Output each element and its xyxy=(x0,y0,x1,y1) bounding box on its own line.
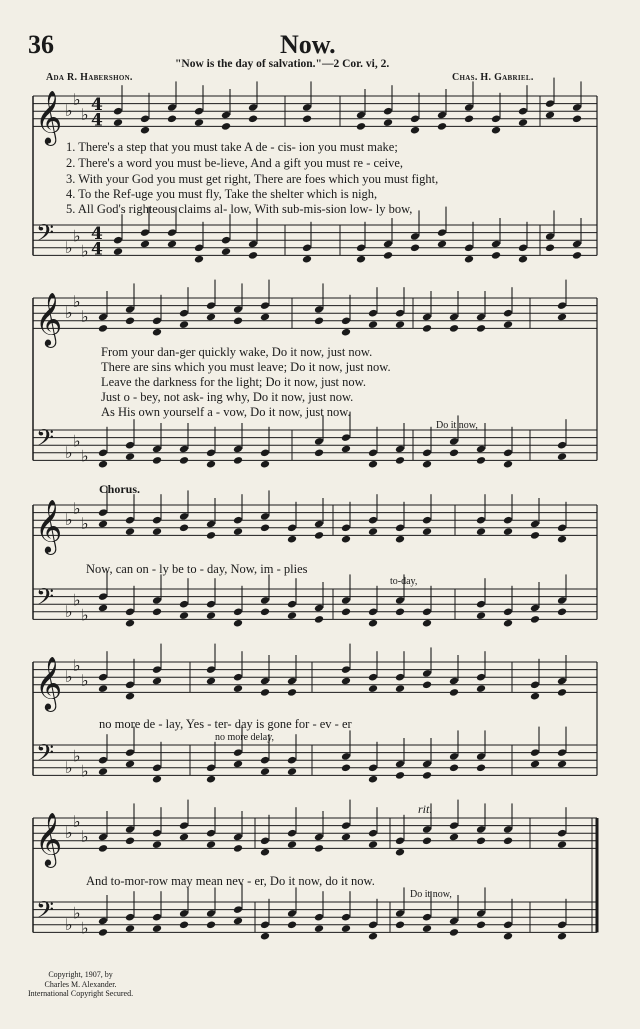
notehead xyxy=(557,452,567,461)
notehead xyxy=(476,611,486,620)
notehead xyxy=(167,114,177,123)
flat-sign-icon: ♭ xyxy=(65,914,73,934)
flat-sign-icon: ♭ xyxy=(81,446,89,466)
notehead xyxy=(152,924,162,933)
notehead xyxy=(167,240,177,249)
notehead xyxy=(260,688,270,697)
echo-text-verse: Do it now, xyxy=(436,420,478,431)
notehead xyxy=(476,324,486,333)
chorus-line-1: Now, can on - ly be to - day, Now, im - plies xyxy=(86,562,308,576)
echo-text-chorus-3: Do it now, xyxy=(410,889,452,900)
notehead xyxy=(530,692,540,701)
flat-sign-icon: ♭ xyxy=(81,761,89,781)
notehead xyxy=(422,324,432,333)
notehead xyxy=(125,452,135,461)
notehead xyxy=(233,456,243,465)
flat-sign-icon: ♭ xyxy=(73,811,81,831)
flat-sign-icon: ♭ xyxy=(81,514,89,533)
notehead xyxy=(410,126,420,135)
treble-clef-icon: 𝄞 xyxy=(35,498,63,553)
notehead xyxy=(530,615,540,624)
verse-3-line-1: 3. With your God you must get right, There are foes which you must fight, xyxy=(66,172,439,186)
notehead xyxy=(368,684,378,693)
flat-sign-icon: ♭ xyxy=(73,226,81,246)
treble-clef-icon: 𝄞 xyxy=(35,89,63,144)
notehead xyxy=(557,535,567,544)
verse-5-line-1: 5. All God's righteous claims al- low, With sub-mis-sion low- ly bow, xyxy=(66,202,413,216)
notehead xyxy=(395,771,405,780)
notehead xyxy=(503,320,513,329)
verse-4-line-1: 4. To the Ref-uge you must fly, Take the shelter which is nigh, xyxy=(66,187,378,201)
notehead xyxy=(476,836,486,845)
notehead xyxy=(125,760,135,769)
flat-sign-icon: ♭ xyxy=(73,655,81,675)
scripture-epigraph: "Now is the day of salvation."—2 Cor. vi, 2. xyxy=(175,58,390,70)
notehead xyxy=(206,677,216,686)
flat-sign-icon: ♭ xyxy=(65,510,73,530)
notehead xyxy=(260,607,270,616)
notehead xyxy=(557,688,567,697)
verse-1-line-1: 1. There's a step that you must take A de - cis- ion you must make; xyxy=(66,140,398,154)
notehead xyxy=(557,313,567,322)
notehead xyxy=(194,255,204,264)
notehead xyxy=(491,126,501,135)
bass-clef-icon: 𝄢 xyxy=(36,424,55,458)
notehead xyxy=(503,527,513,536)
notehead xyxy=(287,767,297,776)
flat-sign-icon: ♭ xyxy=(81,827,89,846)
notehead xyxy=(395,607,405,616)
notehead xyxy=(287,611,297,620)
notehead xyxy=(287,840,297,849)
notehead xyxy=(233,844,243,853)
notehead xyxy=(503,836,513,845)
notehead xyxy=(179,456,189,465)
echo-text-chorus-1: to-day, xyxy=(390,576,418,587)
bass-clef-icon: 𝄢 xyxy=(36,219,55,253)
notehead xyxy=(557,760,567,769)
verse-2-line-2: There are sins which you must leave; Do it now, just now. xyxy=(101,360,391,374)
notehead xyxy=(260,848,270,857)
bass-clef-icon: 𝄢 xyxy=(36,583,55,617)
verse-5-line-2: As His own yourself a - vow, Do it now, just now. xyxy=(101,405,351,419)
notehead xyxy=(233,316,243,325)
notehead xyxy=(368,619,378,628)
notehead xyxy=(260,932,270,941)
notehead xyxy=(233,760,243,769)
notehead xyxy=(206,460,216,469)
notehead xyxy=(314,844,324,853)
notehead xyxy=(314,531,324,540)
notehead xyxy=(449,928,459,937)
flat-sign-icon: ♭ xyxy=(73,903,81,923)
page-number: 36 xyxy=(28,30,54,59)
notehead xyxy=(125,836,135,845)
echo-text-chorus-2: no more delay, xyxy=(215,732,275,743)
composer-credit: Chas. H. Gabriel. xyxy=(452,72,534,83)
flat-sign-icon: ♭ xyxy=(81,241,89,261)
notehead xyxy=(422,460,432,469)
bass-clef-icon: 𝄢 xyxy=(36,739,55,773)
flat-sign-icon: ♭ xyxy=(73,590,81,610)
flat-sign-icon: ♭ xyxy=(73,498,81,518)
flat-sign-icon: ♭ xyxy=(65,601,73,621)
notehead xyxy=(368,460,378,469)
notehead xyxy=(260,767,270,776)
notehead xyxy=(410,243,420,252)
notehead xyxy=(260,523,270,532)
notehead xyxy=(395,535,405,544)
flat-sign-icon: ♭ xyxy=(81,307,89,326)
notehead xyxy=(464,255,474,264)
notehead xyxy=(233,619,243,628)
notehead xyxy=(518,255,528,264)
notehead xyxy=(530,760,540,769)
notehead xyxy=(437,122,447,131)
time-signature-bottom: 4 xyxy=(91,239,103,260)
notehead xyxy=(248,114,258,123)
flat-sign-icon: ♭ xyxy=(81,918,89,938)
notehead xyxy=(260,313,270,322)
notehead xyxy=(98,604,108,613)
notehead xyxy=(476,527,486,536)
notehead xyxy=(206,531,216,540)
notehead xyxy=(422,836,432,845)
flat-sign-icon: ♭ xyxy=(65,101,73,121)
notehead xyxy=(476,684,486,693)
notehead xyxy=(341,763,351,772)
verse-3-line-2: Leave the darkness for the light; Do it now, just now. xyxy=(101,375,366,389)
flat-sign-icon: ♭ xyxy=(65,237,73,257)
notehead xyxy=(125,619,135,628)
notehead xyxy=(206,775,216,784)
notehead xyxy=(179,523,189,532)
notehead xyxy=(98,844,108,853)
notehead xyxy=(530,531,540,540)
notehead xyxy=(368,932,378,941)
notehead xyxy=(221,122,231,131)
time-signature-bottom: 4 xyxy=(91,110,103,131)
notehead xyxy=(206,313,216,322)
notehead xyxy=(341,607,351,616)
ritardando-mark: rit. xyxy=(418,802,433,816)
notehead xyxy=(125,692,135,701)
notehead xyxy=(98,928,108,937)
notehead xyxy=(545,111,555,120)
notehead xyxy=(287,688,297,697)
notehead xyxy=(368,775,378,784)
notehead xyxy=(464,114,474,123)
notehead xyxy=(422,924,432,933)
notehead xyxy=(314,615,324,624)
notehead xyxy=(125,527,135,536)
notehead xyxy=(152,456,162,465)
flat-sign-icon: ♭ xyxy=(73,431,81,451)
notehead xyxy=(395,920,405,929)
notehead xyxy=(395,456,405,465)
bass-clef-icon: 𝄢 xyxy=(36,896,55,930)
notehead xyxy=(572,251,582,260)
notehead xyxy=(314,924,324,933)
flat-sign-icon: ♭ xyxy=(65,667,73,687)
notehead xyxy=(113,118,123,127)
notehead xyxy=(125,924,135,933)
notehead xyxy=(383,118,393,127)
notehead xyxy=(206,920,216,929)
notehead xyxy=(341,677,351,686)
notehead xyxy=(302,114,312,123)
notehead xyxy=(422,680,432,689)
notehead xyxy=(491,251,501,260)
flat-sign-icon: ♭ xyxy=(65,823,73,843)
notehead xyxy=(152,775,162,784)
notehead xyxy=(422,527,432,536)
notehead xyxy=(314,316,324,325)
notehead xyxy=(233,917,243,926)
notehead xyxy=(152,527,162,536)
notehead xyxy=(557,607,567,616)
time-signature-top: 4 xyxy=(91,224,103,245)
notehead xyxy=(356,122,366,131)
lyricist-credit: Ada R. Habershon. xyxy=(46,72,133,83)
flat-sign-icon: ♭ xyxy=(73,746,81,766)
notehead xyxy=(476,456,486,465)
notehead xyxy=(557,840,567,849)
notehead xyxy=(449,688,459,697)
notehead xyxy=(98,684,108,693)
notehead xyxy=(503,932,513,941)
notehead xyxy=(341,328,351,337)
verse-4-line-2: Just o - bey, not ask- ing why, Do it now, just now. xyxy=(101,390,354,404)
notehead xyxy=(449,833,459,842)
notehead xyxy=(557,932,567,941)
flat-sign-icon: ♭ xyxy=(73,89,81,109)
flat-sign-icon: ♭ xyxy=(81,105,89,124)
notehead xyxy=(395,848,405,857)
notehead xyxy=(503,460,513,469)
notehead xyxy=(395,320,405,329)
treble-clef-icon: 𝄞 xyxy=(35,811,63,866)
notehead xyxy=(140,240,150,249)
notehead xyxy=(383,251,393,260)
notehead xyxy=(356,255,366,264)
notehead xyxy=(113,247,123,256)
notehead xyxy=(476,763,486,772)
notehead xyxy=(260,460,270,469)
notehead xyxy=(98,460,108,469)
notehead xyxy=(572,114,582,123)
flat-sign-icon: ♭ xyxy=(65,303,73,323)
notehead xyxy=(287,920,297,929)
flat-sign-icon: ♭ xyxy=(81,605,89,625)
notehead xyxy=(98,520,108,529)
hymn-title: Now. xyxy=(280,30,336,59)
notehead xyxy=(503,619,513,628)
notehead xyxy=(341,535,351,544)
flat-sign-icon: ♭ xyxy=(73,291,81,311)
time-signature-top: 4 xyxy=(91,95,103,116)
notehead xyxy=(194,118,204,127)
notehead xyxy=(341,445,351,454)
flat-sign-icon: ♭ xyxy=(81,671,89,690)
flat-sign-icon: ♭ xyxy=(65,757,73,777)
notehead xyxy=(152,677,162,686)
notehead xyxy=(206,840,216,849)
notehead xyxy=(368,527,378,536)
notehead xyxy=(140,126,150,135)
notehead xyxy=(206,611,216,620)
notehead xyxy=(314,448,324,457)
notehead xyxy=(233,684,243,693)
treble-clef-icon: 𝄞 xyxy=(35,655,63,710)
chorus-line-2: no more de - lay, Yes - ter- day is gone for - ev - er xyxy=(99,717,352,731)
notehead xyxy=(449,763,459,772)
verse-2-line-1: 2. There's a word you must be-lieve, And a gift you must re - ceive, xyxy=(66,156,404,170)
notehead xyxy=(368,320,378,329)
notehead xyxy=(179,833,189,842)
notehead xyxy=(179,320,189,329)
notehead xyxy=(179,920,189,929)
notehead xyxy=(152,840,162,849)
notehead xyxy=(437,240,447,249)
chorus-label: Chorus. xyxy=(99,482,141,496)
notehead xyxy=(422,771,432,780)
notehead xyxy=(152,328,162,337)
notehead xyxy=(179,611,189,620)
notehead xyxy=(221,247,231,256)
notehead xyxy=(233,527,243,536)
copyright-notice: Copyright, 1907, by Charles M. Alexander. International Copyright Secured. xyxy=(28,970,134,998)
notehead xyxy=(545,243,555,252)
notehead xyxy=(518,118,528,127)
notehead xyxy=(368,840,378,849)
notehead xyxy=(125,316,135,325)
notehead xyxy=(248,251,258,260)
notehead xyxy=(449,448,459,457)
notehead xyxy=(98,324,108,333)
notehead xyxy=(422,619,432,628)
notehead xyxy=(395,684,405,693)
notehead xyxy=(98,767,108,776)
notehead xyxy=(341,833,351,842)
notehead xyxy=(152,607,162,616)
chorus-line-3: And to-mor-row may mean nev - er, Do it now, do it now. xyxy=(86,874,375,888)
verse-1-line-2: From your dan-ger quickly wake, Do it now, just now. xyxy=(101,345,373,359)
notehead xyxy=(476,920,486,929)
notehead xyxy=(287,535,297,544)
notehead xyxy=(302,255,312,264)
treble-clef-icon: 𝄞 xyxy=(35,291,63,346)
notehead xyxy=(341,924,351,933)
flat-sign-icon: ♭ xyxy=(65,442,73,462)
notehead xyxy=(449,324,459,333)
